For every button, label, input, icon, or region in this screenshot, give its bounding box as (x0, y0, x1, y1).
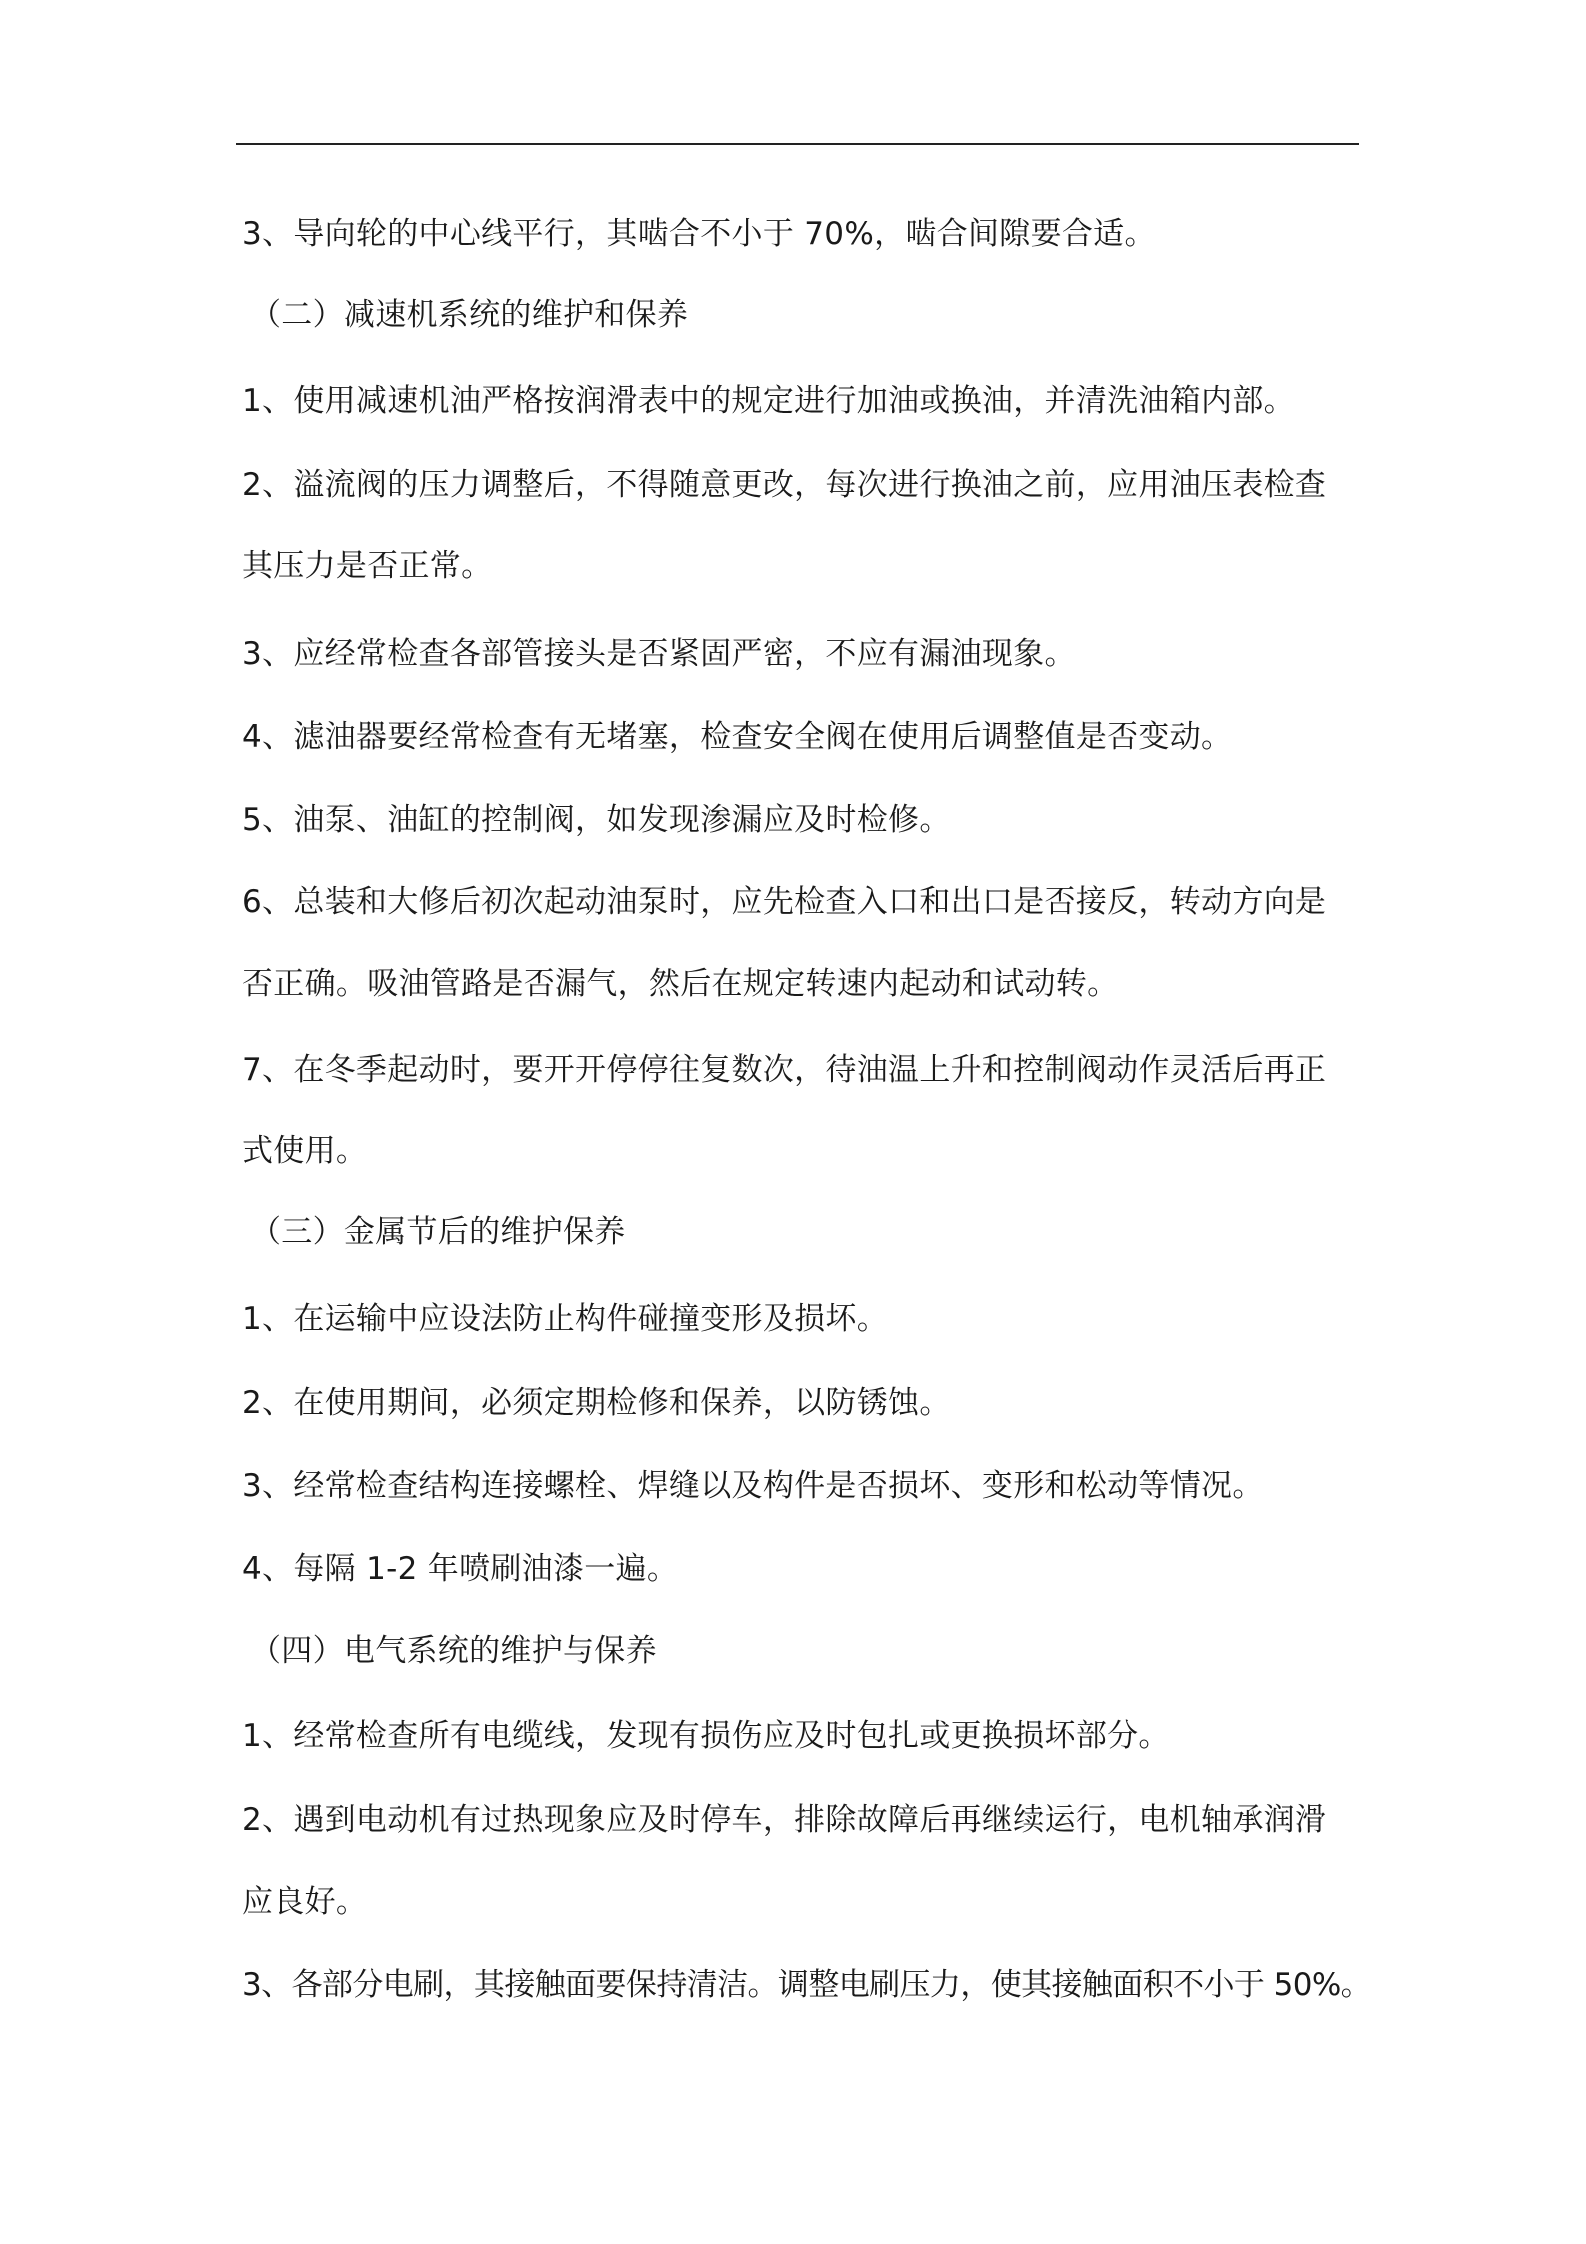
paragraph-line: 3、应经常检查各部管接头是否紧固严密，不应有漏油现象。 (242, 636, 1076, 672)
paragraph-line: 1、经常检查所有电缆线，发现有损伤应及时包扎或更换损坏部分。 (242, 1718, 1170, 1754)
paragraph-line: 否正确。吸油管路是否漏气，然后在规定转速内起动和试动转。 (242, 966, 1119, 1002)
paragraph-line: 2、溢流阀的压力调整后，不得随意更改，每次进行换油之前，应用油压表检查 (242, 467, 1327, 503)
paragraph-line: 3、经常检查结构连接螺栓、焊缝以及构件是否损坏、变形和松动等情况。 (242, 1468, 1264, 1504)
paragraph-line: 式使用。 (242, 1133, 368, 1169)
paragraph-line: 应良好。 (242, 1884, 368, 1920)
paragraph-line: 5、油泵、油缸的控制阀，如发现渗漏应及时检修。 (242, 802, 951, 838)
paragraph-line: 3、导向轮的中心线平行，其啮合不小于 70%，啮合间隙要合适。 (242, 216, 1156, 252)
paragraph-line: 4、滤油器要经常检查有无堵塞，检查安全阀在使用后调整值是否变动。 (242, 719, 1233, 755)
paragraph-line: 7、在冬季起动时，要开开停停往复数次，待油温上升和控制阀动作灵活后再正 (242, 1052, 1327, 1088)
section-heading: （三）金属节后的维护保养 (250, 1214, 626, 1250)
section-heading: （二）减速机系统的维护和保养 (250, 297, 689, 333)
header-rule (236, 143, 1359, 145)
paragraph-line: 2、遇到电动机有过热现象应及时停车，排除故障后再继续运行，电机轴承润滑 (242, 1802, 1327, 1838)
paragraph-line: 1、使用减速机油严格按润滑表中的规定进行加油或换油，并清洗油箱内部。 (242, 383, 1295, 419)
paragraph-line: 3、各部分电刷，其接触面要保持清洁。调整电刷压力，使其接触面积不小于 50%。 (242, 1967, 1372, 2003)
paragraph-line: 6、总装和大修后初次起动油泵时，应先检查入口和出口是否接反，转动方向是 (242, 884, 1327, 920)
paragraph-line: 其压力是否正常。 (242, 548, 493, 584)
section-heading: （四）电气系统的维护与保养 (250, 1633, 657, 1669)
paragraph-line: 2、在使用期间，必须定期检修和保养，以防锈蚀。 (242, 1385, 951, 1421)
paragraph-line: 1、在运输中应设法防止构件碰撞变形及损坏。 (242, 1301, 889, 1337)
paragraph-line: 4、每隔 1-2 年喷刷油漆一遍。 (242, 1551, 679, 1587)
